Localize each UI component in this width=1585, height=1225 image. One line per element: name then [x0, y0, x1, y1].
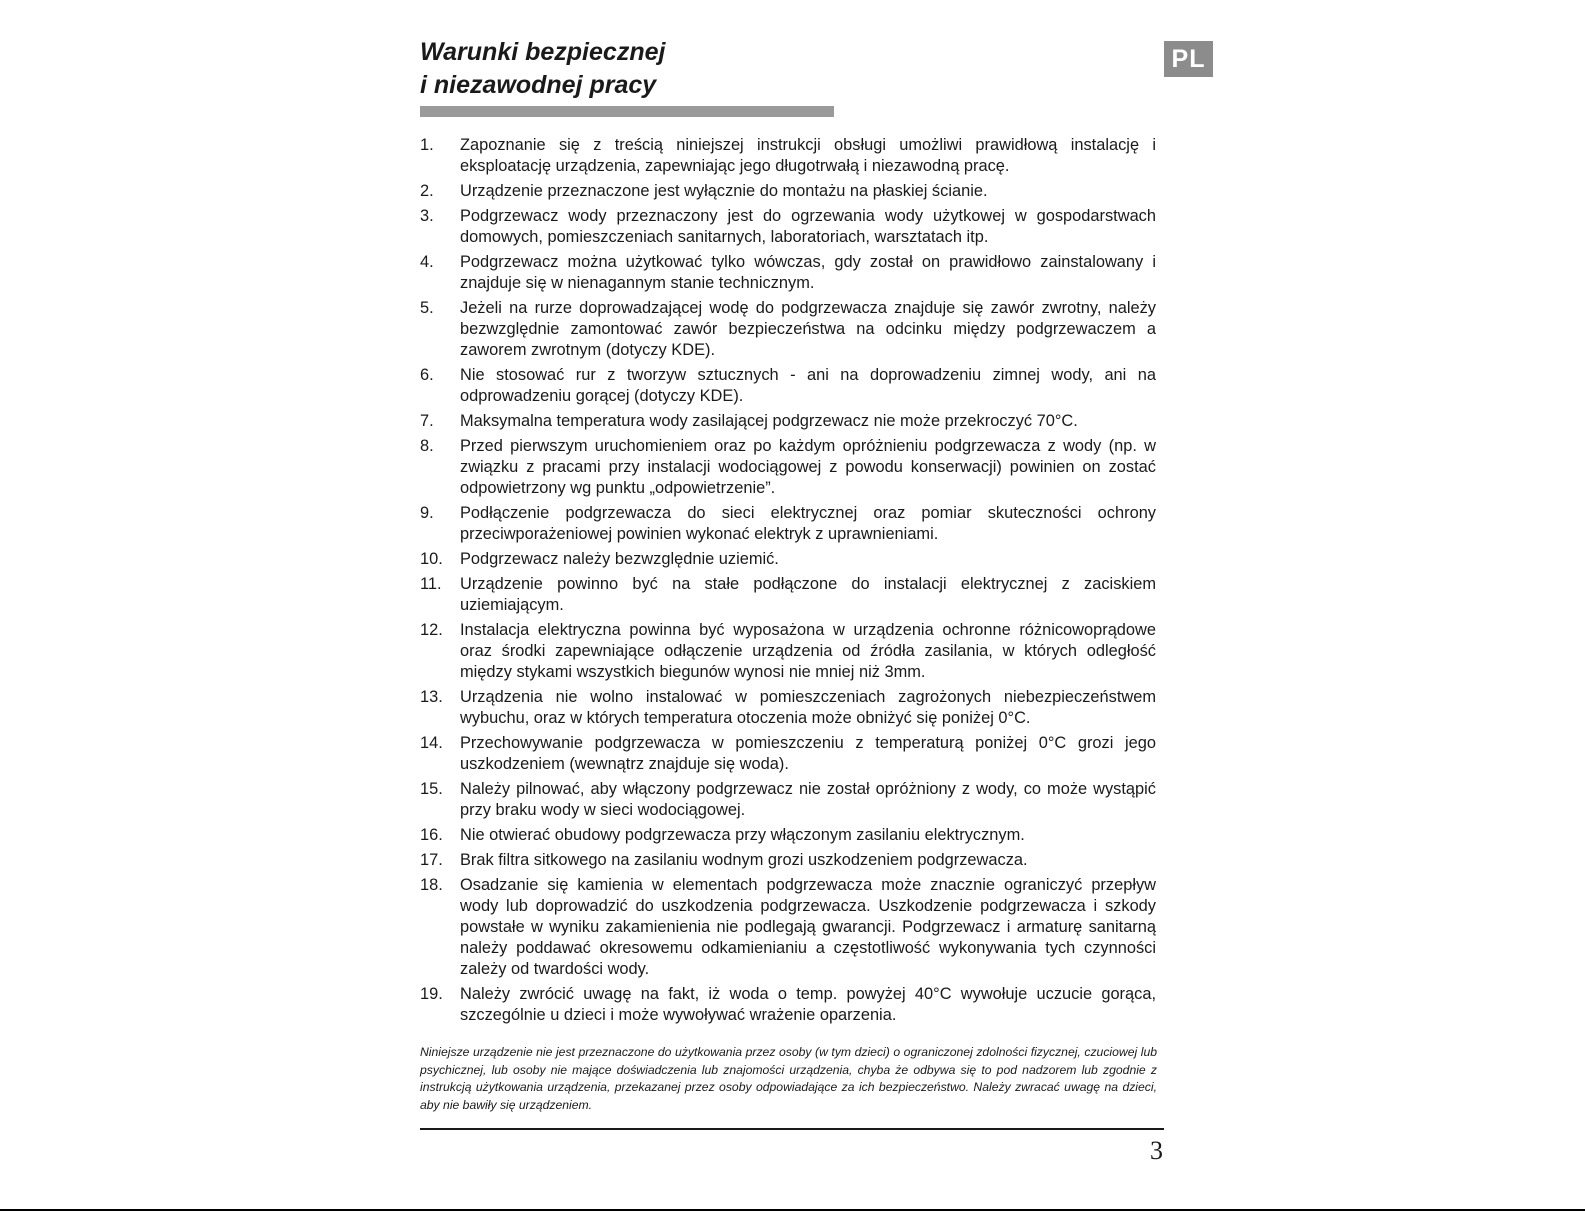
rule-text: Należy zwrócić uwagę na fakt, iż woda o temp. powyżej 40°C wywołuje uczucie gorąca, szczególnie u dzieci i może wywoływać wrażenie oparzenia. [460, 985, 1156, 1024]
rule-item [420, 620, 1156, 683]
rule-item [420, 206, 1156, 248]
rule-number: 15. [420, 780, 443, 798]
rule-number: 6. [420, 366, 434, 384]
rule-item [420, 825, 1156, 846]
safety-rules-list [420, 135, 1156, 1030]
page-title-line-1: Warunki bezpiecznej [420, 38, 666, 66]
rule-text: Należy pilnować, aby włączony podgrzewacz nie został opróżniony z wody, co może wystąpić przy braku wody w sieci wodociągowej. [460, 780, 1156, 819]
rule-number: 11. [420, 575, 442, 593]
rule-item [420, 298, 1156, 361]
rule-number: 17. [420, 851, 443, 869]
rule-text: Urządzenie powinno być na stałe podłączone do instalacji elektrycznej z zaciskiem uziemiającym. [460, 575, 1156, 614]
rule-item [420, 181, 1156, 202]
rule-item [420, 875, 1156, 980]
rule-number: 3. [420, 207, 434, 225]
safety-notice: Niniejsze urządzenie nie jest przeznaczone do użytkowania przez osoby (w tym dzieci) o ograniczonej zdolności fizycznej, czuciowej lub psychicznej, lub osoby nie mające doświadczenia lub znajomości urządzenia, chyba że odbywa się to pod nadzorem lub zgodnie z instrukcją użytkowania urządzenia, przekazanej przez osoby odpowiadające za ich bezpieczeństwo. Należy zwracać uwagę na dzieci, aby nie bawiły się urządzeniem. [420, 1045, 1157, 1112]
rule-number: 13. [420, 688, 443, 706]
rule-number: 14. [420, 734, 443, 752]
rule-item [420, 135, 1156, 177]
rule-text: Jeżeli na rurze doprowadzającej wodę do podgrzewacza znajduje się zawór zwrotny, należy bezwzględnie zamontować zawór bezpieczeństwa na odcinku między podgrzewaczem a zaworem zwrotnym (dotyczy KDE). [460, 299, 1156, 359]
language-badge: PL [1164, 41, 1213, 77]
rule-text: Nie stosować rur z tworzyw sztucznych - ani na doprowadzeniu zimnej wody, ani na odprowadzeniu gorącej (dotyczy KDE). [460, 366, 1156, 405]
rule-text: Podgrzewacz należy bezwzględnie uziemić. [460, 550, 779, 568]
footer-divider [420, 1128, 1164, 1130]
rule-item [420, 436, 1156, 499]
rule-number: 7. [420, 412, 434, 430]
rule-text: Maksymalna temperatura wody zasilającej podgrzewacz nie może przekroczyć 70°C. [460, 412, 1078, 430]
rule-text: Podgrzewacz wody przeznaczony jest do ogrzewania wody użytkowej w gospodarstwach domowych, pomieszczeniach sanitarnych, laboratoriach, warsztatach itp. [460, 207, 1156, 246]
rule-text: Urządzenie przeznaczone jest wyłącznie do montażu na płaskiej ścianie. [460, 182, 988, 200]
rule-item [420, 574, 1156, 616]
rule-number: 12. [420, 621, 443, 639]
rule-number: 18. [420, 876, 443, 894]
rule-item [420, 365, 1156, 407]
rule-number: 16. [420, 826, 443, 844]
rule-text: Przechowywanie podgrzewacza w pomieszczeniu z temperaturą poniżej 0°C grozi jego uszkodzeniem (wewnątrz znajduje się woda). [460, 734, 1156, 773]
page-number: 3 [1150, 1136, 1163, 1165]
rule-text: Instalacja elektryczna powinna być wyposażona w urządzenia ochronne różnicowoprądowe oraz środki zapewniające odłączenie urządzenia od źródła zasilania, w których odległość między stykami wszystkich biegunów wynosi nie mniej niż 3mm. [460, 621, 1156, 681]
page-bottom-edge [0, 1209, 1585, 1211]
rule-item [420, 779, 1156, 821]
rule-item [420, 411, 1156, 432]
page-title-line-2: i niezawodnej pracy [420, 71, 657, 99]
rule-number: 2. [420, 182, 434, 200]
rule-number: 19. [420, 985, 443, 1003]
rule-text: Osadzanie się kamienia w elementach podgrzewacza może znacznie ograniczyć przepływ wody lub doprowadzić do uszkodzenia podgrzewacza. Uszkodzenie podgrzewacza i szkody powstałe w wyniku zakamienienia nie podlegają gwarancji. Podgrzewacz i armaturę sanitarną należy poddawać okresowemu odkamienianiu a częstotliwość wykonywania tych czynności zależy od twardości wody. [460, 876, 1156, 978]
rule-text: Urządzenia nie wolno instalować w pomieszczeniach zagrożonych niebezpieczeństwem wybuchu, oraz w których temperatura otoczenia może obniżyć się poniżej 0°C. [460, 688, 1156, 727]
rule-item [420, 503, 1156, 545]
rule-number: 8. [420, 437, 434, 455]
rule-number: 1. [420, 136, 434, 154]
rule-number: 9. [420, 504, 434, 522]
rule-text: Zapoznanie się z treścią niniejszej instrukcji obsługi umożliwi prawidłową instalację i eksploatację urządzenia, zapewniając jego długotrwałą i niezawodną pracę. [460, 136, 1156, 175]
page-title [420, 36, 665, 102]
rule-number: 4. [420, 253, 434, 271]
rule-item [420, 549, 1156, 570]
rule-text: Brak filtra sitkowego na zasilaniu wodnym grozi uszkodzeniem podgrzewacza. [460, 851, 1028, 869]
rule-text: Przed pierwszym uruchomieniem oraz po każdym opróżnieniu podgrzewacza z wody (np. w związku z pracami przy instalacji wodociągowej z powodu konserwacji) powinien on zostać odpowietrzony wg punktu „odpowietrzenie”. [460, 437, 1156, 497]
rule-item [420, 850, 1156, 871]
rule-item [420, 984, 1156, 1026]
rule-number: 5. [420, 299, 434, 317]
rule-text: Nie otwierać obudowy podgrzewacza przy włączonym zasilaniu elektrycznym. [460, 826, 1025, 844]
rule-item [420, 252, 1156, 294]
rule-text: Podłączenie podgrzewacza do sieci elektrycznej oraz pomiar skuteczności ochrony przeciwporażeniowej powinien wykonać elektryk z uprawnieniami. [460, 504, 1156, 543]
rule-text: Podgrzewacz można użytkować tylko wówczas, gdy został on prawidłowo zainstalowany i znajduje się w nienagannym stanie technicznym. [460, 253, 1156, 292]
rule-item [420, 687, 1156, 729]
title-underline-bar [420, 106, 834, 117]
rule-number: 10. [420, 550, 443, 568]
rule-item [420, 733, 1156, 775]
